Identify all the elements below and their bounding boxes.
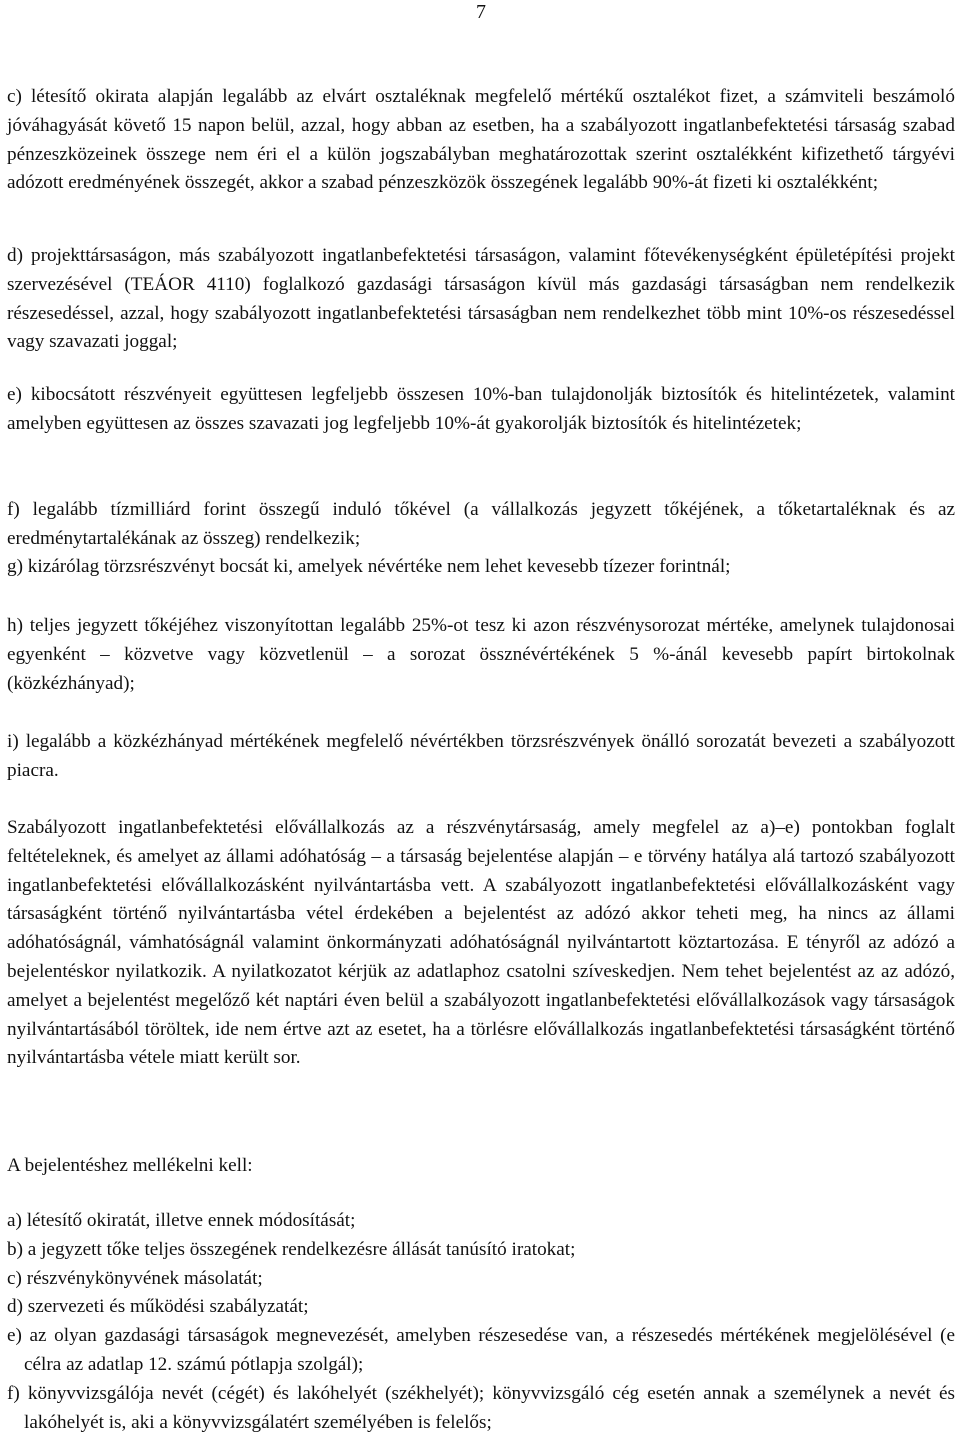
paragraph-i: i) legalább a közkézhányad mértékének megfelelő névértékben törzsrészvények önálló sorozatát bevezeti a szabályozott piacra. bbox=[7, 731, 955, 781]
paragraph-g: g) kizárólag törzsrészvényt bocsát ki, amelyek névértéke nem lehet kevesebb tízezer forintnál; bbox=[7, 556, 731, 577]
paragraph-f: f) legalább tízmilliárd forint összegű induló tőkével (a vállalkozás jegyzett tőkéjének, a tőketartaléknak és az eredménytartalékának az összeg) rendelkezik; bbox=[7, 499, 955, 549]
attachment-item: b) a jegyzett tőke teljes összegének rendelkezésre állását tanúsító iratokat; bbox=[7, 1238, 576, 1260]
page-number: 7 bbox=[476, 1, 486, 23]
attachments-intro: A bejelentéshez mellékelni kell: bbox=[7, 1155, 253, 1176]
attachment-item: e) az olyan gazdasági társaságok megnevezését, amelyben részesedése van, a részesedés mértékének megjelölésével (e célra az adatlap 12. számú pótlapja szolgál); bbox=[7, 1325, 955, 1375]
paragraph-e: e) kibocsátott részvényeit együttesen legfeljebb összesen 10%-ban tulajdonolják biztosítók és hitelintézetek, valamint amelyben együttesen az összes szavazati jog legfeljebb 10%-át gyakorolják biztosítók és hitelintézetek; bbox=[7, 384, 955, 434]
paragraph-h: h) teljes jegyzett tőkéjéhez viszonyítottan legalább 25%-ot tesz ki azon részvénysorozat mértéke, amelynek tulajdonosai egyenként – közvetve vagy közvetlenül – a sorozat össznévértékének 5 %-ánál kevesebb papírt birtokolnak (közkézhányad); bbox=[7, 615, 955, 694]
attachment-item: c) részvénykönyvének másolatát; bbox=[7, 1267, 263, 1289]
attachment-item: a) létesítő okiratát, illetve ennek módosítását; bbox=[7, 1210, 356, 1231]
paragraph-main: Szabályozott ingatlanbefektetési elővállalkozás az a részvénytársaság, amely megfelel az a)–e) pontokban foglalt feltételeknek, és amelyet az állami adóhatóság – a társaság bejelentése alapján – e törvény hatálya alá tartozó szabályozott ingatlanbefektetési elővállalkozásként nyilvántartásba vett. A szabályozott ingatlanbefektetési elővállalkozásként vagy társaságként történő nyilvántartásba vétel érdekében a bejelentést az adózó akkor teheti meg, ha nincs az állami adóhatóságnál, vámhatóságnál valamint önkormányzati adóhatóságnál nyilvántartott köztartozása. E tényről az adózó a bejelentéskor nyilatkozik. A nyilatkozatot kérjük az adatlaphoz csatolni szíveskedjen. Nem tehet bejelentést az az adózó, amelyet a bejelentést megelőző két naptári éven belül a szabályozott ingatlanbefektetési elővállalkozások vagy társaságok nyilvántartásából töröltek, ide nem értve azt az esetet, ha a törlésre elővállalkozás ingatlanbefektetési társaságként történő nyilvántartásba vétele miatt került sor. bbox=[7, 817, 955, 1069]
attachment-item: f) könyvvizsgálója nevét (cégét) és lakóhelyét (székhelyét); könyvvizsgáló cég esetén annak a személynek a nevét és lakóhelyét is, aki a könyvvizsgálatért személyében is felelős; bbox=[7, 1382, 955, 1433]
paragraph-c: c) létesítő okirata alapján legalább az elvárt osztaléknak megfelelő mértékű osztalékot fizet, a számviteli beszámoló jóváhagyását követő 15 napon belül, azzal, hogy abban az esetben, ha a szabályozott ingatlanbefektetési társaság szabad pénzeszközeinek összege nem éri el a külön jogszabályban meghatározottak szerint osztalékként kifizethető tárgyévi adózott eredményének összegét, akkor a szabad pénzeszközök összegének legalább 90%-át fizeti ki osztalékként; bbox=[7, 86, 955, 194]
attachment-item: d) szervezeti és működési szabályzatát; bbox=[7, 1296, 309, 1318]
attachments-list bbox=[7, 1207, 955, 1437]
paragraph-d: d) projekttársaságon, más szabályozott ingatlanbefektetési társaságon, valamint főtevékenységként épületépítési projekt szervezésével (TEÁOR 4110) foglalkozó gazdasági társaságon kívül más gazdasági társaságban nem rendelkezik részesedéssel, azzal, hogy szabályozott ingatlanbefektetési társaságban nem rendelkezhet több mint 10%-os részesedéssel vagy szavazati joggal; bbox=[7, 245, 955, 353]
